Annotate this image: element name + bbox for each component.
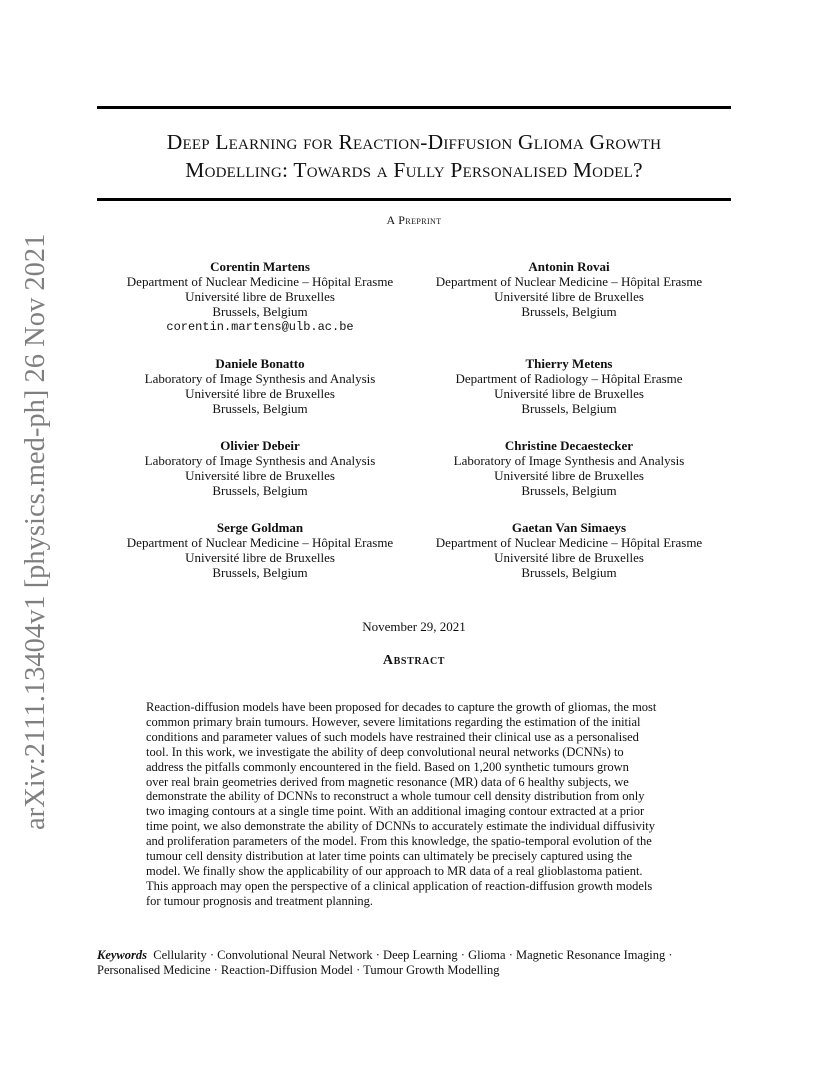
author-affiliation: Brussels, Belgium xyxy=(212,401,308,416)
author-affiliation: Brussels, Belgium xyxy=(212,565,308,580)
abstract-line: time point, we also demonstrate the ability of DCNNs to accurately estimate the individual diffusivity xyxy=(146,819,656,834)
author-affiliation: Université libre de Bruxelles xyxy=(185,289,335,304)
author-affiliation: Université libre de Bruxelles xyxy=(185,386,335,401)
author-block-debeir xyxy=(105,438,415,498)
author-affiliation: Université libre de Bruxelles xyxy=(494,468,644,483)
author-email[interactable]: corentin.martens@ulb.ac.be xyxy=(166,320,354,334)
keywords-line-1 xyxy=(97,948,737,963)
title-top-rule xyxy=(97,106,731,109)
author-block-bonatto xyxy=(105,356,415,416)
author-affiliation: Department of Nuclear Medicine – Hôpital Erasme xyxy=(126,535,394,550)
author-affiliation: Brussels, Belgium xyxy=(212,483,308,498)
author-affiliation: Université libre de Bruxelles xyxy=(185,468,335,483)
publication-date: November 29, 2021 xyxy=(362,619,466,634)
author-block-metens xyxy=(414,356,724,416)
abstract-line: for tumour prognosis and treatment planning. xyxy=(146,893,374,908)
author-name: Olivier Debeir xyxy=(220,438,300,453)
author-affiliation: Brussels, Belgium xyxy=(521,483,617,498)
author-block-martens xyxy=(105,259,415,335)
author-name: Antonin Rovai xyxy=(528,259,610,274)
keywords-label: Keywords xyxy=(97,948,147,962)
author-affiliation: Université libre de Bruxelles xyxy=(185,550,335,565)
abstract-line: address the pitfalls commonly encountered in the field. Based on 1,200 synthetic tumours grown xyxy=(146,759,629,774)
author-affiliation: Department of Radiology – Hôpital Erasme xyxy=(455,371,683,386)
author-name: Christine Decaestecker xyxy=(504,438,634,453)
abstract-body xyxy=(146,700,686,909)
abstract-heading: Abstract xyxy=(382,653,446,668)
abstract-line: and proliferation parameters of the model. From this knowledge, the spatio-temporal evolution of the xyxy=(146,834,652,849)
keywords-line-2: Personalised Medicine · Reaction-Diffusion Model · Tumour Growth Modelling xyxy=(97,963,500,977)
abstract-line: conditions and parameter values of such models have restrained their clinical use as a personalised xyxy=(146,729,639,744)
author-affiliation: Laboratory of Image Synthesis and Analysis xyxy=(144,371,376,386)
author-affiliation: Brussels, Belgium xyxy=(521,401,617,416)
author-name: Gaetan Van Simaeys xyxy=(511,520,627,535)
author-affiliation: Université libre de Bruxelles xyxy=(494,550,644,565)
abstract-line: over real brain geometries derived from magnetic resonance (MR) data of 6 healthy subjects, we xyxy=(146,774,629,789)
author-block-decaestecker xyxy=(414,438,724,498)
author-block-van-simaeys xyxy=(414,520,724,580)
author-name: Daniele Bonatto xyxy=(215,356,305,371)
author-affiliation: Brussels, Belgium xyxy=(521,304,617,319)
abstract-line: common primary brain tumours. However, severe limitations regarding the estimation of the initial xyxy=(146,714,641,729)
title-line-2: Modelling: Towards a Fully Personalised Model? xyxy=(185,158,643,182)
author-affiliation: Department of Nuclear Medicine – Hôpital Erasme xyxy=(435,535,703,550)
title-line-1: Deep Learning for Reaction-Diffusion Glioma Growth xyxy=(166,130,662,154)
abstract-line: two imaging contours at a single time point. With an additional imaging contour extracted at a prior xyxy=(146,804,645,819)
author-affiliation: Brussels, Belgium xyxy=(212,304,308,319)
abstract-line: This approach may open the perspective of a clinical application of reaction-diffusion growth models xyxy=(146,878,653,893)
title-bottom-rule xyxy=(97,198,731,201)
abstract-line: demonstrate the ability of DCNNs to reconstruct a whole tumour cell density distribution from only xyxy=(146,789,645,804)
abstract-line: model. We finally show the applicability of our approach to MR data of a real glioblastoma patient. xyxy=(146,863,643,878)
keywords-text: Cellularity · Convolutional Neural Network · Deep Learning · Glioma · Magnetic Resonance Imaging · xyxy=(153,948,673,962)
preprint-label: A Preprint xyxy=(386,213,442,227)
author-affiliation: Department of Nuclear Medicine – Hôpital Erasme xyxy=(126,274,394,289)
author-affiliation: Brussels, Belgium xyxy=(521,565,617,580)
author-block-rovai xyxy=(414,259,724,319)
author-name: Serge Goldman xyxy=(216,520,304,535)
author-block-goldman xyxy=(105,520,415,580)
author-affiliation: Department of Nuclear Medicine – Hôpital Erasme xyxy=(435,274,703,289)
author-affiliation: Laboratory of Image Synthesis and Analysis xyxy=(144,453,376,468)
abstract-line: tool. In this work, we investigate the ability of deep convolutional neural networks (DCNNs) to xyxy=(146,744,624,759)
arxiv-side-stamp: arXiv:2111.13404v1 [physics.med-ph] 26 Nov 2021 xyxy=(20,233,51,830)
author-affiliation: Université libre de Bruxelles xyxy=(494,386,644,401)
author-name: Thierry Metens xyxy=(525,356,613,371)
author-affiliation: Université libre de Bruxelles xyxy=(494,289,644,304)
paper-title xyxy=(97,128,731,184)
author-affiliation: Laboratory of Image Synthesis and Analysis xyxy=(453,453,685,468)
abstract-line: tumour cell density distribution at later time points can ultimately be precisely captured using the xyxy=(146,849,632,864)
keywords-section xyxy=(97,948,737,978)
abstract-line: Reaction-diffusion models have been proposed for decades to capture the growth of gliomas, the most xyxy=(146,700,657,714)
author-name: Corentin Martens xyxy=(210,259,310,274)
